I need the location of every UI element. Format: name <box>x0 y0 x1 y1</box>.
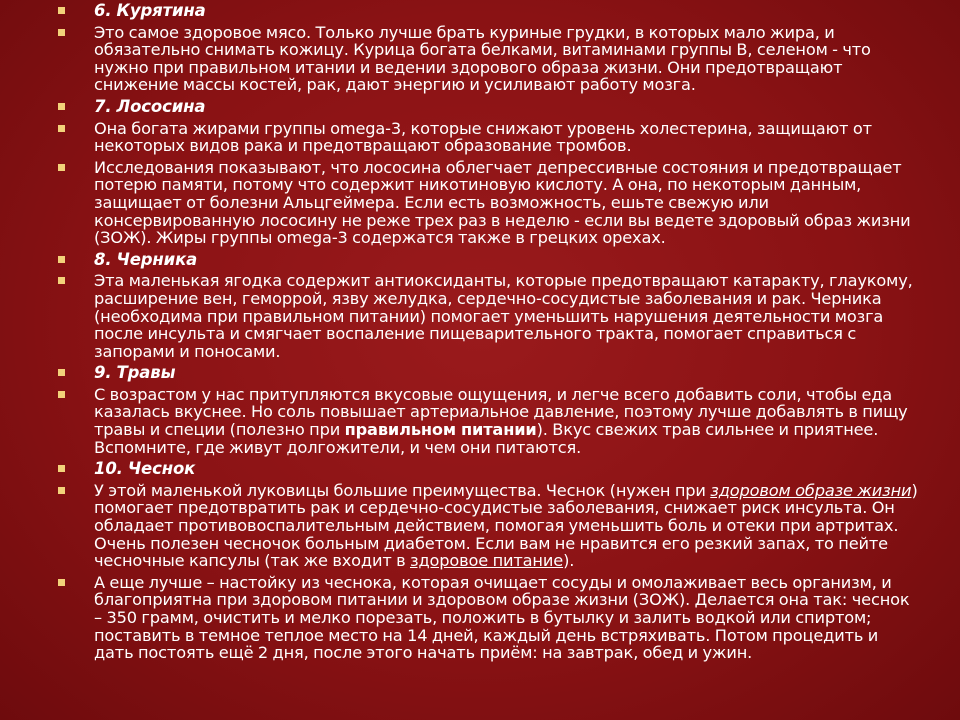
square-bullet-icon <box>58 487 65 494</box>
square-bullet-icon <box>58 29 65 36</box>
heading-blueberry <box>0 251 960 269</box>
square-bullet-icon <box>58 465 65 472</box>
heading-herbs <box>0 364 960 382</box>
paragraph-text: Это самое здоровое мясо. Только лучше брать куриные грудки, в которых мало жира, и обязательно снимать кожицу. Курица богата белками, витаминами группы В, селеном - что нужно при правильном итании и ведении здорового образа жизни. Они предотвращают снижение массы костей, рак, дают энергию и усиливают работу мозга. <box>94 22 871 95</box>
square-bullet-icon <box>58 256 65 263</box>
square-bullet-icon <box>58 164 65 171</box>
paragraph-blueberry <box>0 272 960 360</box>
square-bullet-icon <box>58 579 65 586</box>
heading-chicken <box>0 2 960 20</box>
paragraph-text-part: У этой маленькой луковицы большие преимущества. Чеснок (нужен при <box>94 480 711 500</box>
paragraph-text: Исследования показывают, что лососина облегчает депрессивные состояния и предотвращает потерю памяти, потому что содержит никотиновую кислоту. А она, по некоторым данным, защищает от болезни Альцгеймера. Если есть возможность, ешьте свежую или консервированную лососину не реже трех раз в неделю - если вы ведете здоровый образ жизни (ЗОЖ). Жиры группы omega-3 содержатся также в грецких орехах. <box>94 157 911 248</box>
paragraph-text: А еще лучше – настойку из чеснока, которая очищает сосуды и омолаживает весь организм, и благоприятна при здоровом питании и здоровом образе жизни (ЗОЖ). Делается она так: чеснок – 350 грамм, очистить и мелко порезать, положить в бутылку и залить водкой или спиртом; поставить в темное теплое место на 14 дней, каждый день встряхивать. Потом процедить и дать постоять ещё 2 дня, после этого начать приём: на завтрак, обед и ужин. <box>94 572 910 663</box>
bullet-list <box>0 2 960 666</box>
square-bullet-icon <box>58 103 65 110</box>
bold-phrase: правильном питании <box>344 420 537 440</box>
heading-text: 7. Лососина <box>94 96 206 116</box>
heading-text: 10. Чеснок <box>94 459 196 479</box>
square-bullet-icon <box>58 369 65 376</box>
paragraph-garlic-2 <box>0 574 960 662</box>
paragraph-garlic-1 <box>0 482 960 570</box>
paragraph-chicken <box>0 24 960 94</box>
heading-text: 8. Черника <box>94 249 198 269</box>
paragraph-text: Эта маленькая ягодка содержит антиоксиданты, которые предотвращают катаракту, глаукому, расширение вен, геморрой, язву желудка, сердечно-сосудистые заболевания и рак. Черника (необходима при правильном питании) помогает уменьшить нарушения деятельности мозга после инсульта и смягчает воспаление пищеварительного тракта, помогает справиться с запорами и поносами. <box>94 271 913 361</box>
paragraph-text-part: ). <box>563 551 575 571</box>
square-bullet-icon <box>58 277 65 284</box>
paragraph-text: Она богата жирами группы omega-3, которые снижают уровень холестерина, защищают от некоторых видов рака и предотвращают образование тромбов. <box>94 118 872 156</box>
paragraph-text-part: С возрастом у нас притупляются вкусовые ощущения, и легче всего добавить соли, чтобы еда казалась вкуснее. Но соль повышает артериальное давление, поэтому лучше добавлять в пищу травы и специи (полезно при <box>94 384 908 440</box>
heading-text: 9. Травы <box>94 363 176 383</box>
square-bullet-icon <box>58 125 65 132</box>
heading-text: 6. Курятина <box>94 1 206 20</box>
paragraph-text-part: ). Вкус свежих трав сильнее и приятнее. Вспомните, где живут долгожители, и чем они питаются. <box>94 420 879 457</box>
heading-garlic <box>0 460 960 478</box>
paragraph-herbs <box>0 386 960 456</box>
link-healthy-food[interactable]: здоровое питание <box>410 551 564 571</box>
paragraph-salmon-2 <box>0 159 960 247</box>
paragraph-salmon-1 <box>0 120 960 155</box>
square-bullet-icon <box>58 391 65 398</box>
link-healthy-lifestyle[interactable]: здоровом образе жизни <box>710 480 912 500</box>
heading-salmon <box>0 98 960 116</box>
paragraph-text-part: ) помогает предотвратить рак и сердечно-сосудистые заболевания, снижает риск инсульта. Он обладает противовоспалительным действием, помогая уменьшить боль и отеки при артритах. Очень полезен чесночок больным диабетом. Если вам не нравится его резкий запах, то пейте чесночные капсулы (так же входит в <box>94 480 918 571</box>
square-bullet-icon <box>58 7 65 14</box>
